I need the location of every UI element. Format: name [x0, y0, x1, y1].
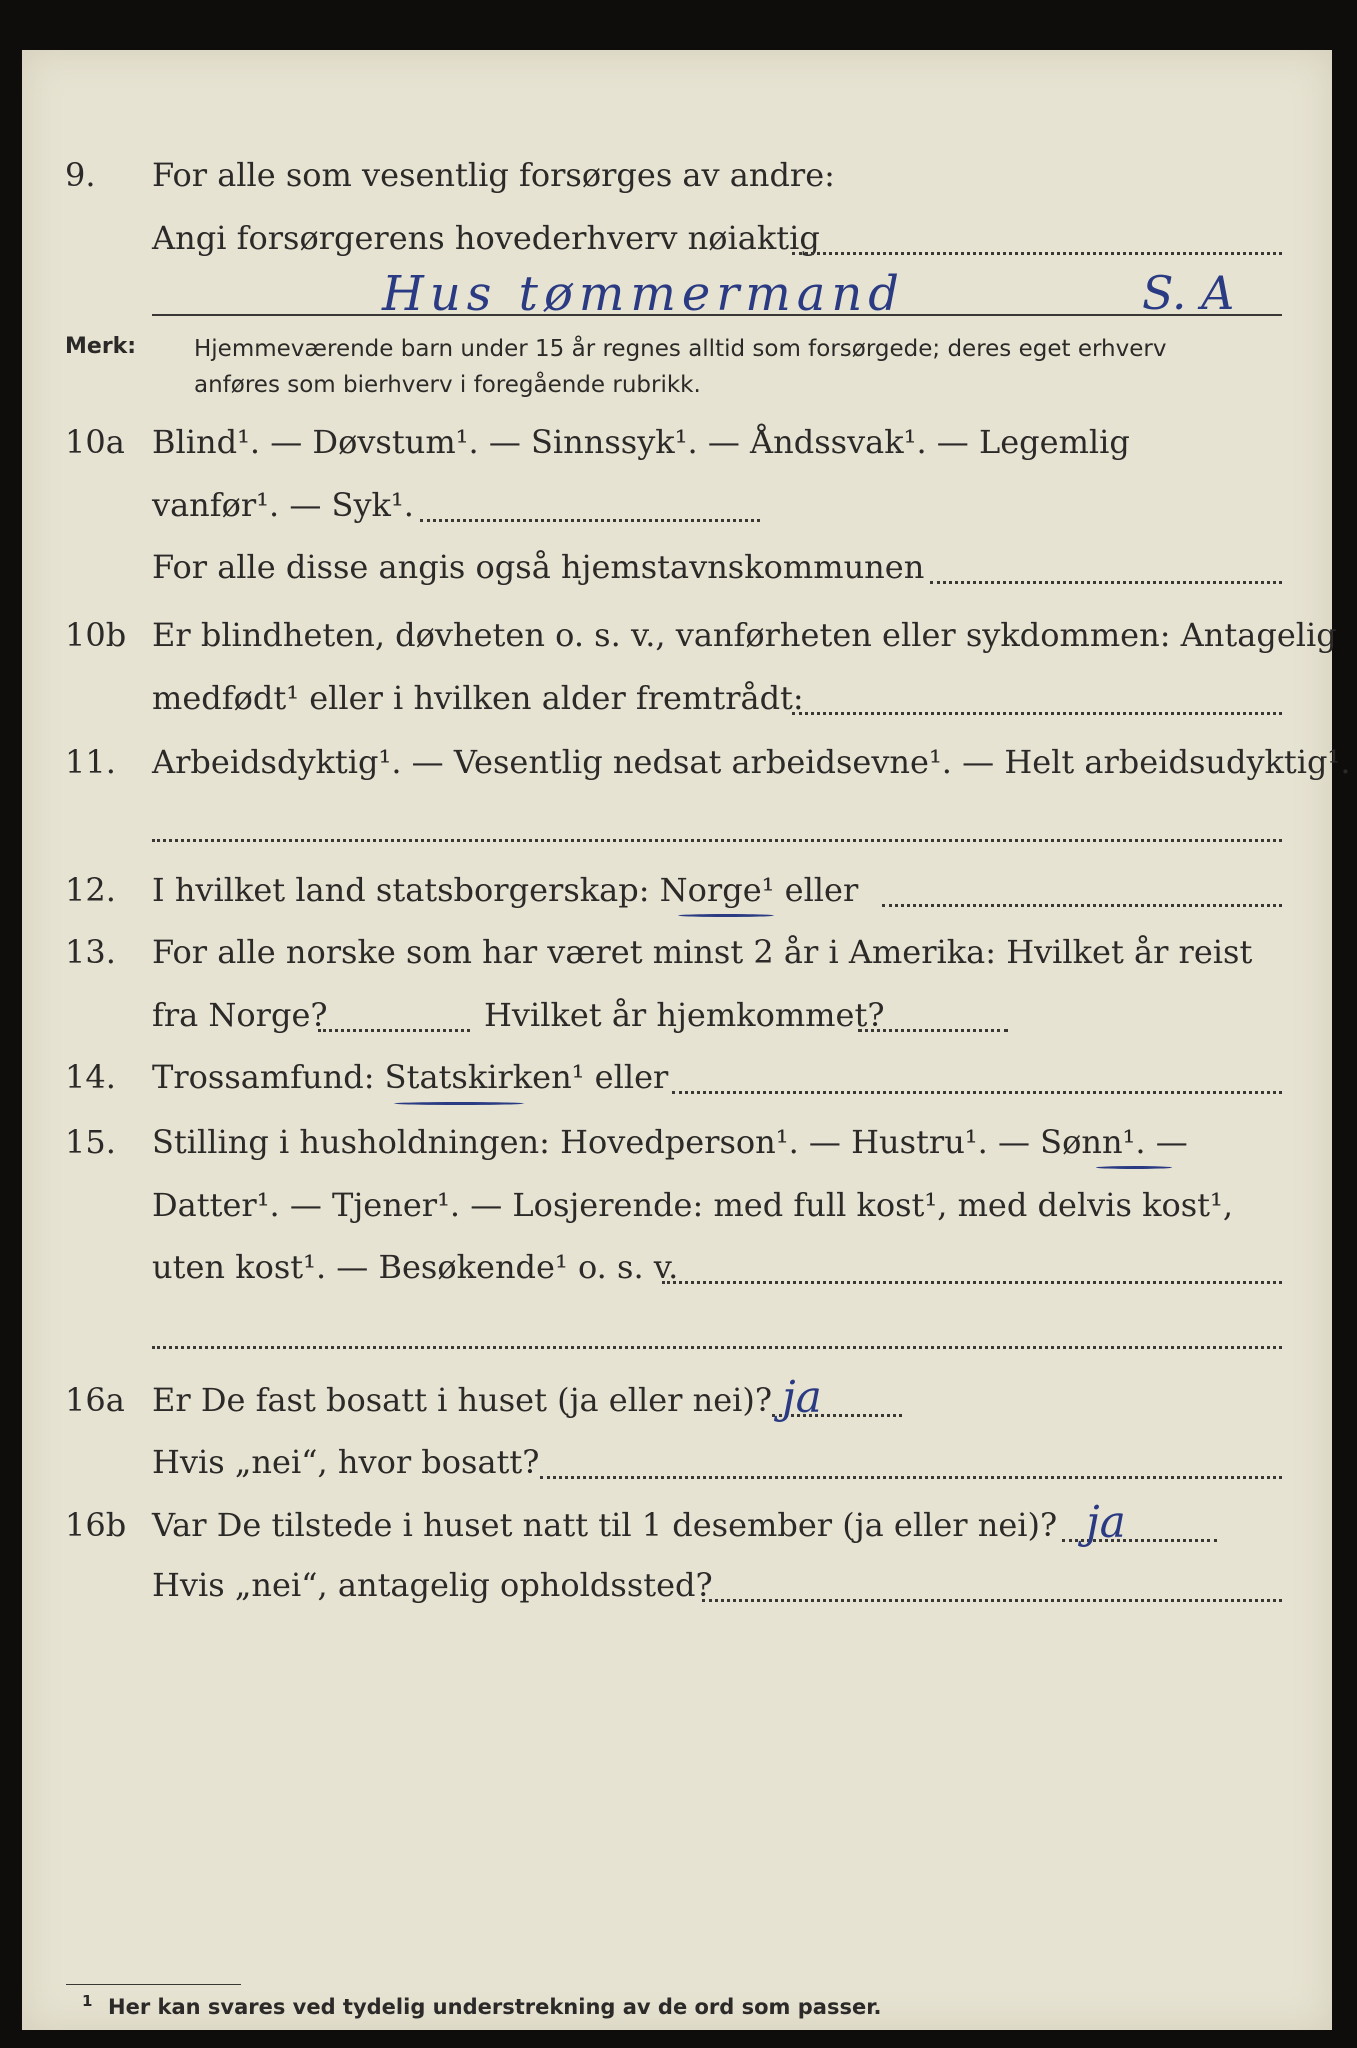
- q15-extra-fill-line: [152, 1346, 1282, 1349]
- q16a-sub-fill-line: [540, 1476, 1282, 1479]
- q12-line1: [22, 870, 1332, 920]
- q12-fill-line: [882, 904, 1282, 907]
- q15-question: Stilling i husholdningen: Hovedperson¹. — Hustru¹. — Sønn¹. —: [152, 1123, 1188, 1161]
- q10b-line1: [22, 615, 1337, 665]
- q15-answer-line[interactable]: [22, 1312, 1332, 1362]
- footnote: [82, 1992, 882, 2019]
- q9-question: For alle som vesentlig forsørges av andre:: [152, 156, 835, 194]
- census-form-page: [22, 50, 1351, 2030]
- q9-line2: [22, 218, 1332, 268]
- q10b-subquestion: medfødt¹ eller i hvilken alder fremtrådt:: [152, 679, 804, 717]
- q10b-number: 10b: [65, 616, 127, 654]
- footnote-rule: [66, 1984, 241, 1985]
- merk-label: Merk:: [65, 334, 137, 359]
- q13-line1: [22, 932, 1332, 982]
- q12-question: I hvilket land statsborgerskap: Norge¹ eller: [152, 871, 859, 909]
- q10a-options: vanfør¹. — Syk¹.: [152, 486, 414, 524]
- q15-options-line2: Datter¹. — Tjener¹. — Losjerende: med full kost¹, med delvis kost¹,: [152, 1186, 1234, 1224]
- q13-line2: [22, 995, 1332, 1045]
- q11-fill-line: [152, 839, 1282, 842]
- q16a-subquestion: Hvis „nei“, hvor bosatt?: [152, 1443, 540, 1481]
- q10b-question: Er blindheten, døvheten o. s. v., vanførheten eller sykdommen: Antagelig: [152, 616, 1337, 654]
- q13-departure-label: fra Norge?: [152, 996, 328, 1034]
- q14-question: Trossamfund: Statskirken¹ eller: [152, 1058, 669, 1096]
- q10a-line2: [22, 485, 1332, 535]
- q16b-subquestion: Hvis „nei“, antagelig opholdssted?: [152, 1566, 713, 1604]
- q10a-municipality-fill-line: [930, 581, 1282, 584]
- q11-line1: [22, 742, 1351, 792]
- q10a-line1: [22, 422, 1332, 472]
- q9-handwritten-initials: S. A: [1142, 266, 1235, 320]
- q16b-handwritten-answer: ja: [1086, 1497, 1126, 1548]
- q10b-line2: [22, 678, 1332, 728]
- merk-note: [22, 332, 1332, 407]
- q10a-line3: [22, 547, 1332, 597]
- q14-line1: [22, 1057, 1332, 1107]
- q9-handwritten-answer: Hus tømmermand: [382, 266, 906, 322]
- q13-return-label: Hvilket år hjemkommet?: [484, 996, 885, 1034]
- q12-number: 12.: [65, 871, 116, 909]
- q10a-fill-line: [420, 519, 760, 522]
- q9-line1: [22, 155, 1332, 205]
- q15-options-line3: uten kost¹. — Besøkende¹ o. s. v.: [152, 1248, 679, 1286]
- q9-number: 9.: [65, 156, 96, 194]
- q9-fill-line: [792, 252, 1282, 255]
- q16a-question: Er De fast bosatt i huset (ja eller nei)?: [152, 1381, 773, 1419]
- merk-line2: anføres som bierhverv i foregående rubrikk.: [194, 372, 701, 398]
- q15-line3: [22, 1247, 1332, 1297]
- q16a-number: 16a: [65, 1381, 125, 1419]
- q12-norge-underline-mark: [678, 914, 774, 917]
- q16b-sub-fill-line: [702, 1599, 1282, 1602]
- q16a-handwritten-answer: ja: [782, 1372, 822, 1423]
- footnote-mark: 1: [82, 1992, 93, 2010]
- q15-sonn-underline-mark: [1096, 1166, 1172, 1169]
- q15-line2: [22, 1185, 1332, 1235]
- q16a-line2: [22, 1442, 1332, 1492]
- q13-question: For alle norske som har været minst 2 år i Amerika: Hvilket år reist: [152, 933, 1253, 971]
- q10b-fill-line: [792, 712, 1282, 715]
- q9-answer-line[interactable]: [22, 266, 1332, 322]
- footnote-text: Her kan svares ved tydelig understrekning av de ord som passer.: [108, 1995, 882, 2019]
- q13-return-fill-line: [858, 1029, 1008, 1032]
- q14-fill-line: [672, 1091, 1282, 1094]
- q11-number: 11.: [65, 743, 116, 781]
- q16b-number: 16b: [65, 1506, 127, 1544]
- q14-number: 14.: [65, 1058, 116, 1096]
- q15-number: 15.: [65, 1123, 116, 1161]
- q13-number: 13.: [65, 933, 116, 971]
- q16b-line1: [22, 1497, 1332, 1555]
- q10a-question: Blind¹. — Døvstum¹. — Sinnssyk¹. — Åndssvak¹. — Legemlig: [152, 423, 1130, 461]
- q10a-home-municipality: For alle disse angis også hjemstavnskommunen: [152, 548, 925, 586]
- q16b-question: Var De tilstede i huset natt til 1 desember (ja eller nei)?: [152, 1506, 1058, 1544]
- q15-fill-line: [662, 1281, 1282, 1284]
- q14-statskirken-underline-mark: [394, 1102, 524, 1105]
- q13-departure-fill-line: [318, 1029, 470, 1032]
- q11-question: Arbeidsdyktig¹. — Vesentlig nedsat arbeidsevne¹. — Helt arbeidsudyktig¹.: [152, 743, 1351, 781]
- q15-line1: [22, 1122, 1332, 1172]
- q11-answer-line[interactable]: [22, 805, 1332, 855]
- q16b-line2: [22, 1565, 1332, 1615]
- q9-subquestion: Angi forsørgerens hovederhverv nøiaktig: [152, 219, 820, 257]
- merk-line1: Hjemmeværende barn under 15 år regnes alltid som forsørgede; deres eget erhverv: [194, 336, 1167, 362]
- q16a-line1: [22, 1372, 1332, 1430]
- q10a-number: 10a: [65, 423, 125, 461]
